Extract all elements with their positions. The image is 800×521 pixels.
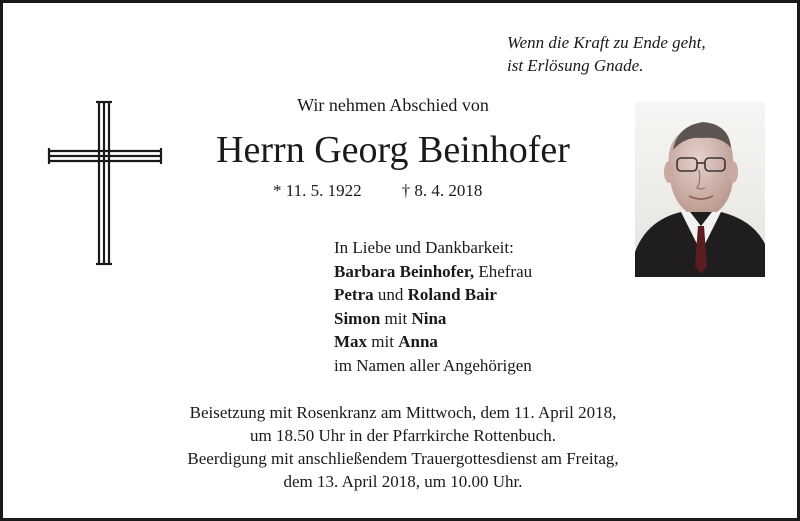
mourner-name: Simon	[334, 308, 381, 328]
mourner-connector: mit	[380, 308, 412, 328]
motto-line-1: Wenn die Kraft zu Ende geht,	[507, 33, 706, 52]
intro-text: Wir nehmen Abschied von	[297, 95, 489, 115]
funeral-line-4: dem 13. April 2018, um 10.00 Uhr.	[283, 472, 523, 491]
mourner-name: Max	[334, 332, 368, 351]
mourner-connector: und	[373, 285, 408, 304]
latin-cross-icon	[47, 100, 163, 266]
mourner-line-1	[334, 260, 532, 284]
mourner-name: Roland Bair	[407, 285, 497, 304]
mourners-heading: In Liebe und Dankbarkeit:	[334, 238, 514, 257]
mourners-closing: im Namen aller Angehörigen	[334, 355, 532, 375]
mourner-connector: mit	[367, 332, 399, 351]
mourner-relation: Ehefrau	[474, 261, 533, 281]
mourners-list	[334, 236, 532, 377]
mourner-line-2	[334, 283, 532, 307]
life-dates	[273, 181, 482, 201]
funeral-details	[63, 401, 743, 493]
mourner-line-3	[334, 307, 532, 331]
portrait-photo	[635, 102, 765, 277]
mourner-line-4	[334, 330, 532, 354]
motto-line-2: ist Erlösung Gnade.	[507, 56, 644, 75]
mourner-name: Barbara Beinhofer,	[334, 261, 475, 281]
birth-date: * 11. 5. 1922	[273, 181, 362, 200]
mourner-name: Petra	[334, 285, 374, 304]
funeral-line-2: um 18.50 Uhr in der Pfarrkirche Rottenbuch.	[250, 426, 556, 445]
funeral-line-3: Beerdigung mit anschließendem Trauergottesdienst am Freitag,	[187, 449, 619, 468]
motto	[507, 31, 767, 77]
mourner-name: Anna	[398, 332, 438, 351]
funeral-line-1: Beisetzung mit Rosenkranz am Mittwoch, dem 11. April 2018,	[189, 403, 617, 422]
mourner-name: Nina	[411, 308, 447, 328]
death-date: † 8. 4. 2018	[401, 181, 483, 200]
deceased-name: Herrn Georg Beinhofer	[216, 129, 570, 171]
